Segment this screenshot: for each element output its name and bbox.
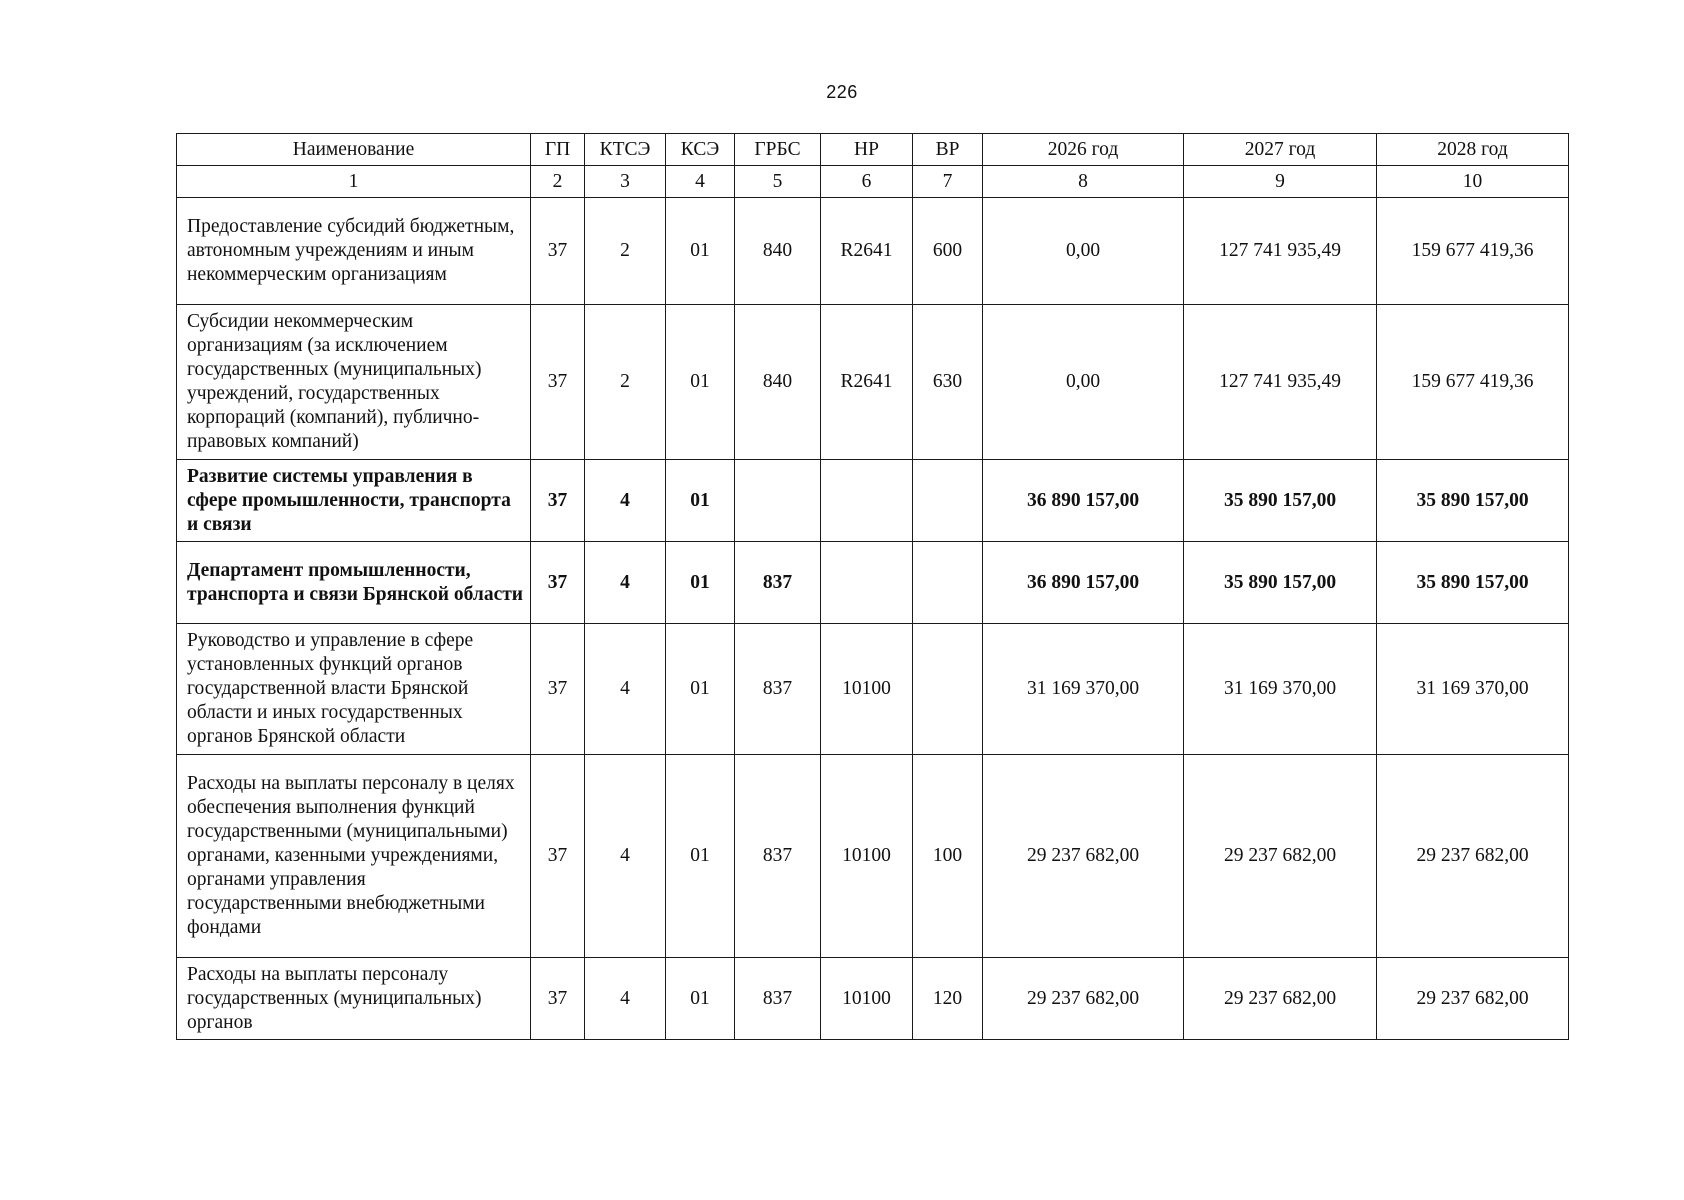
amount-2027-cell: 127 741 935,49 <box>1184 198 1377 305</box>
ktse-cell: 2 <box>585 305 666 460</box>
col-header-2027: 2027 год <box>1184 134 1377 166</box>
nr-cell <box>821 460 913 542</box>
amount-2026-cell: 31 169 370,00 <box>983 624 1184 755</box>
col-number: 9 <box>1184 166 1377 198</box>
row-name-cell: Руководство и управление в сфере установленных функций органов государственной власти Брянской области и иных государственных органов Брянской области <box>177 624 531 755</box>
column-number-row <box>177 166 1569 198</box>
col-header-2028: 2028 год <box>1377 134 1569 166</box>
grbs-cell: 837 <box>735 755 821 958</box>
vr-cell <box>913 542 983 624</box>
col-header-grbs: ГРБС <box>735 134 821 166</box>
nr-cell: 10100 <box>821 624 913 755</box>
amount-2028-cell: 31 169 370,00 <box>1377 624 1569 755</box>
amount-2027-cell: 35 890 157,00 <box>1184 542 1377 624</box>
col-header-2026: 2026 год <box>983 134 1184 166</box>
gp-cell: 37 <box>531 958 585 1040</box>
kse-cell: 01 <box>666 198 735 305</box>
col-number: 5 <box>735 166 821 198</box>
row-name-cell: Развитие системы управления в сфере промышленности, транспорта и связи <box>177 460 531 542</box>
vr-cell <box>913 624 983 755</box>
col-number: 10 <box>1377 166 1569 198</box>
amount-2026-cell: 0,00 <box>983 198 1184 305</box>
budget-table <box>176 133 1569 1040</box>
nr-cell: 10100 <box>821 958 913 1040</box>
col-header-nr: НР <box>821 134 913 166</box>
ktse-cell: 4 <box>585 755 666 958</box>
kse-cell: 01 <box>666 542 735 624</box>
vr-cell: 600 <box>913 198 983 305</box>
amount-2026-cell: 29 237 682,00 <box>983 755 1184 958</box>
row-name-cell: Расходы на выплаты персоналу в целях обеспечения выполнения функций государственными (муниципальными) органами, казенными учреждениями, органами управления государственными внебюджетными фондами <box>177 755 531 958</box>
col-number: 3 <box>585 166 666 198</box>
table-row <box>177 958 1569 1040</box>
amount-2028-cell: 159 677 419,36 <box>1377 198 1569 305</box>
vr-cell: 100 <box>913 755 983 958</box>
page-number: 226 <box>826 82 858 102</box>
amount-2028-cell: 29 237 682,00 <box>1377 755 1569 958</box>
col-header-name: Наименование <box>177 134 531 166</box>
ktse-cell: 4 <box>585 460 666 542</box>
ktse-cell: 4 <box>585 542 666 624</box>
kse-cell: 01 <box>666 460 735 542</box>
grbs-cell: 837 <box>735 624 821 755</box>
amount-2028-cell: 159 677 419,36 <box>1377 305 1569 460</box>
kse-cell: 01 <box>666 755 735 958</box>
nr-cell: R2641 <box>821 305 913 460</box>
amount-2027-cell: 35 890 157,00 <box>1184 460 1377 542</box>
amount-2028-cell: 35 890 157,00 <box>1377 542 1569 624</box>
amount-2026-cell: 36 890 157,00 <box>983 460 1184 542</box>
table-row <box>177 624 1569 755</box>
amount-2028-cell: 29 237 682,00 <box>1377 958 1569 1040</box>
col-header-kse: КСЭ <box>666 134 735 166</box>
col-header-vr: ВР <box>913 134 983 166</box>
amount-2027-cell: 29 237 682,00 <box>1184 958 1377 1040</box>
col-header-gp: ГП <box>531 134 585 166</box>
vr-cell <box>913 460 983 542</box>
row-name-cell: Субсидии некоммерческим организациям (за исключением государственных (муниципальных) учреждений, государственных корпораций (компаний), публично-правовых компаний) <box>177 305 531 460</box>
row-name-cell: Расходы на выплаты персоналу государственных (муниципальных) органов <box>177 958 531 1040</box>
gp-cell: 37 <box>531 624 585 755</box>
amount-2028-cell: 35 890 157,00 <box>1377 460 1569 542</box>
table-row <box>177 460 1569 542</box>
gp-cell: 37 <box>531 198 585 305</box>
gp-cell: 37 <box>531 542 585 624</box>
nr-cell <box>821 542 913 624</box>
amount-2026-cell: 0,00 <box>983 305 1184 460</box>
table-row <box>177 755 1569 958</box>
amount-2027-cell: 29 237 682,00 <box>1184 755 1377 958</box>
grbs-cell: 840 <box>735 305 821 460</box>
vr-cell: 120 <box>913 958 983 1040</box>
vr-cell: 630 <box>913 305 983 460</box>
nr-cell: 10100 <box>821 755 913 958</box>
grbs-cell: 840 <box>735 198 821 305</box>
kse-cell: 01 <box>666 624 735 755</box>
row-name-cell: Департамент промышленности, транспорта и связи Брянской области <box>177 542 531 624</box>
ktse-cell: 2 <box>585 198 666 305</box>
amount-2026-cell: 36 890 157,00 <box>983 542 1184 624</box>
grbs-cell: 837 <box>735 542 821 624</box>
table-row <box>177 198 1569 305</box>
ktse-cell: 4 <box>585 624 666 755</box>
ktse-cell: 4 <box>585 958 666 1040</box>
col-number: 1 <box>177 166 531 198</box>
gp-cell: 37 <box>531 755 585 958</box>
gp-cell: 37 <box>531 305 585 460</box>
col-number: 8 <box>983 166 1184 198</box>
nr-cell: R2641 <box>821 198 913 305</box>
col-number: 4 <box>666 166 735 198</box>
amount-2027-cell: 127 741 935,49 <box>1184 305 1377 460</box>
kse-cell: 01 <box>666 958 735 1040</box>
header-row <box>177 134 1569 166</box>
col-number: 2 <box>531 166 585 198</box>
kse-cell: 01 <box>666 305 735 460</box>
row-name-cell: Предоставление субсидий бюджетным, автономным учреждениям и иным некоммерческим организациям <box>177 198 531 305</box>
grbs-cell <box>735 460 821 542</box>
table-row <box>177 542 1569 624</box>
amount-2027-cell: 31 169 370,00 <box>1184 624 1377 755</box>
grbs-cell: 837 <box>735 958 821 1040</box>
col-number: 6 <box>821 166 913 198</box>
col-number: 7 <box>913 166 983 198</box>
table-row <box>177 305 1569 460</box>
gp-cell: 37 <box>531 460 585 542</box>
col-header-ktse: КТСЭ <box>585 134 666 166</box>
amount-2026-cell: 29 237 682,00 <box>983 958 1184 1040</box>
